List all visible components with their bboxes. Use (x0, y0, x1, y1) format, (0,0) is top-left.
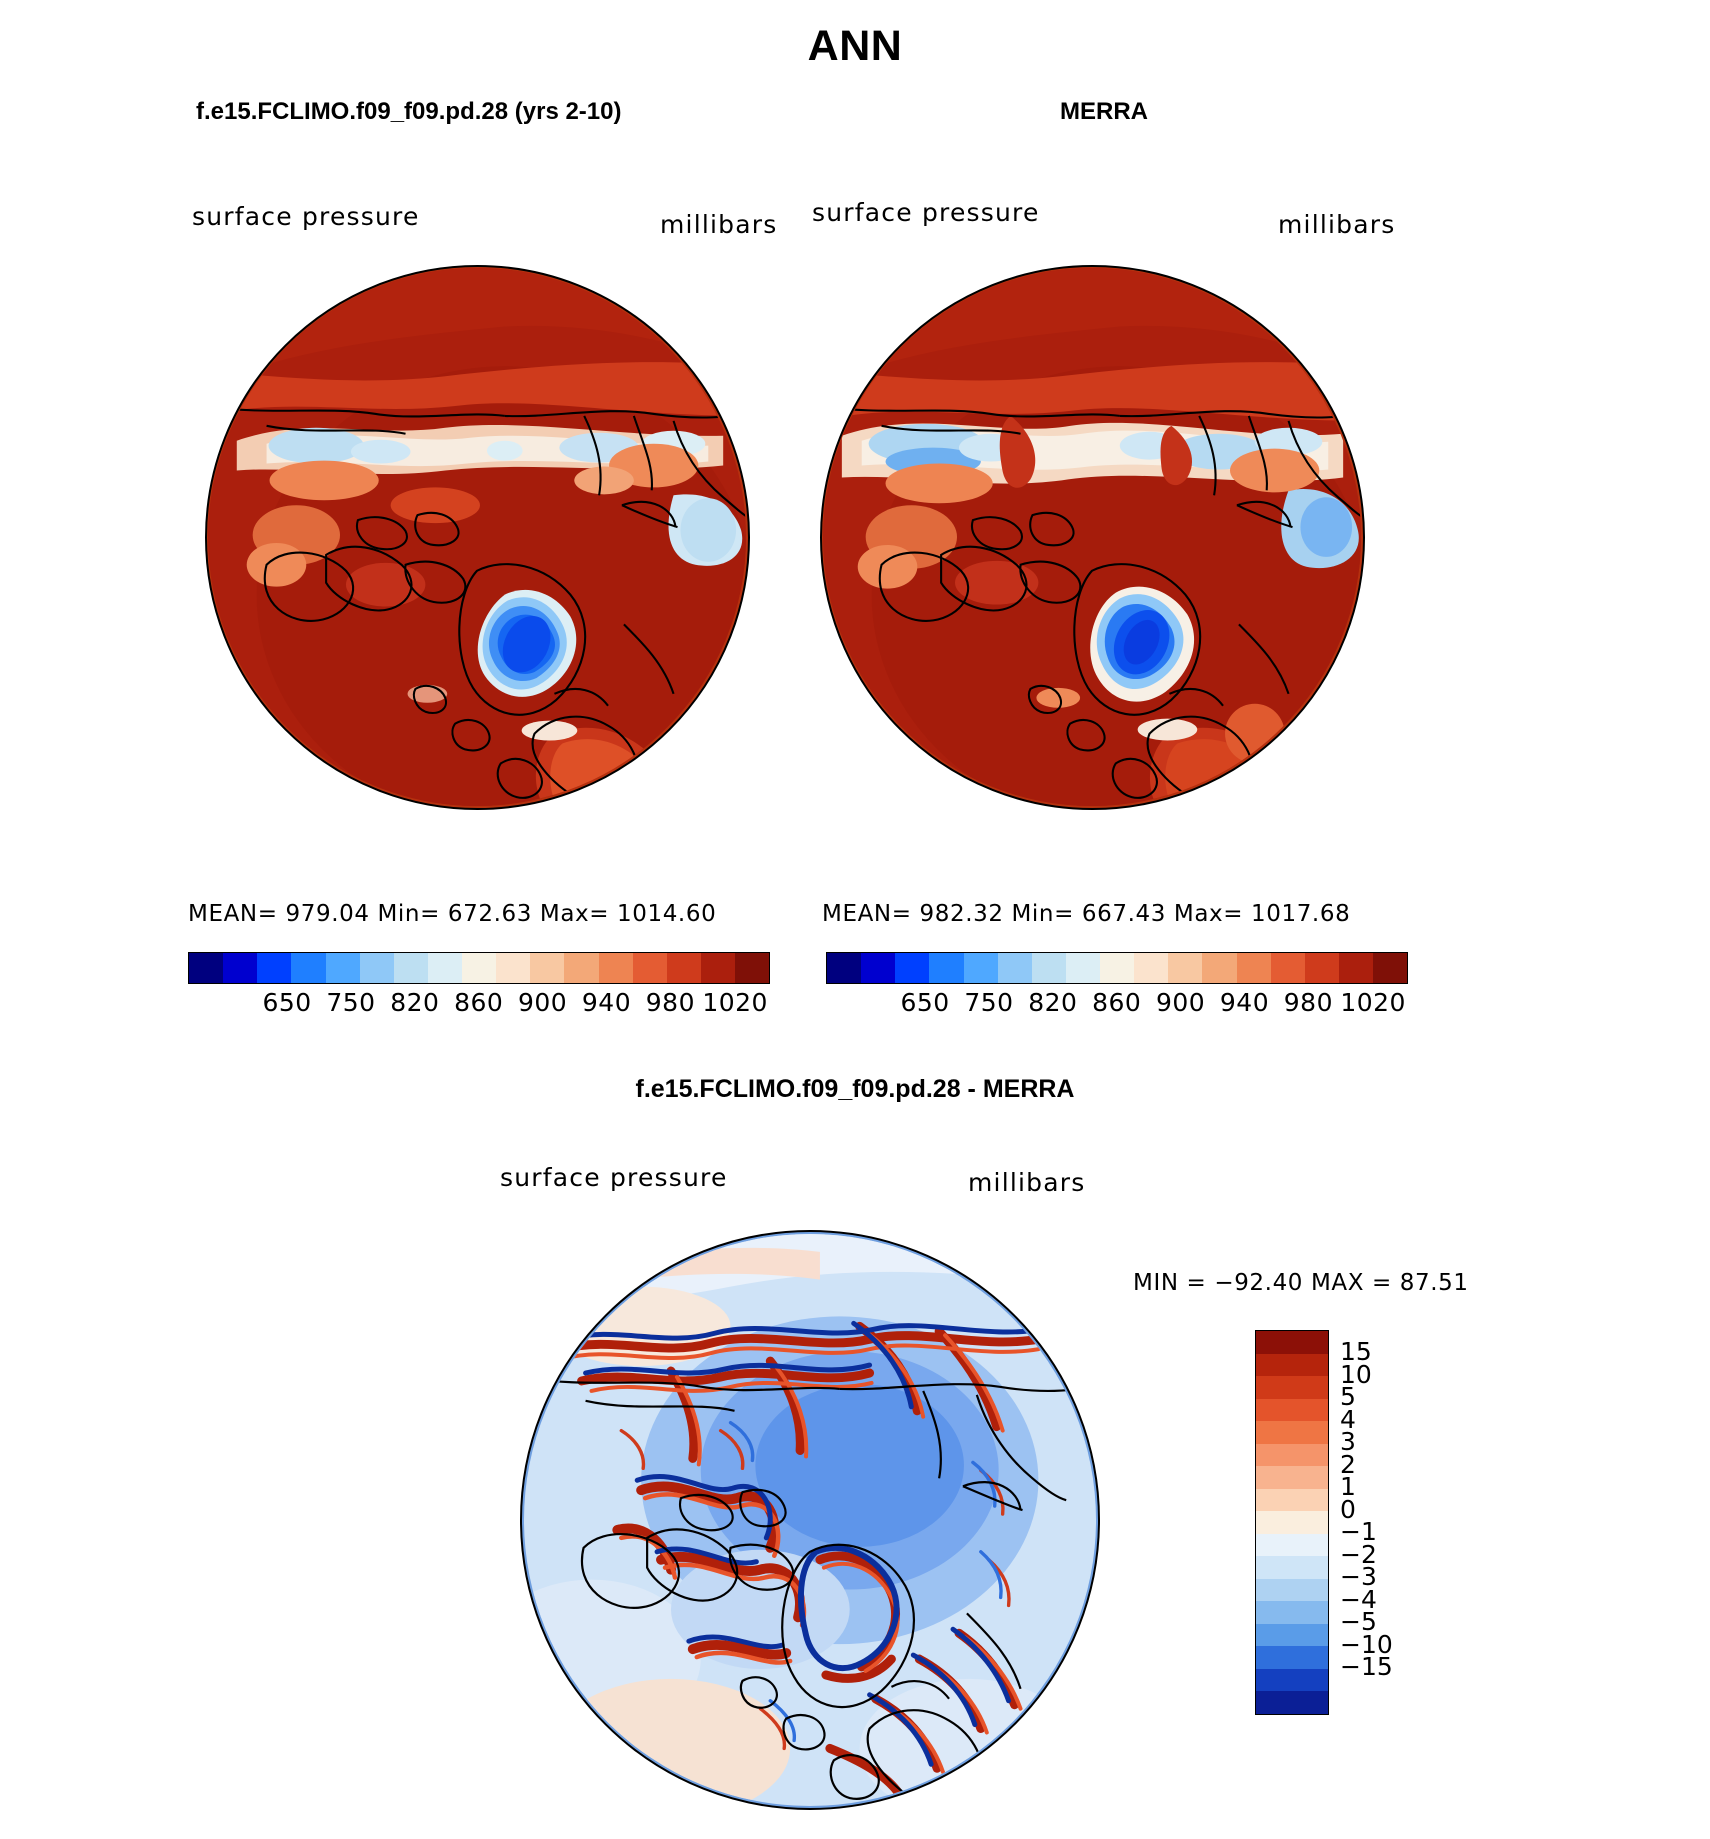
right-panel-title: MERRA (1060, 98, 1148, 125)
right-colorbar-labels: 650 750 820 860 900 940 980 1020 (900, 988, 1406, 1017)
left-colorbar (188, 952, 770, 984)
diff-colorbar (1255, 1330, 1329, 1715)
diff-units-label: millibars (968, 1168, 1086, 1197)
right-units-label: millibars (1278, 210, 1396, 239)
left-stats: MEAN= 979.04 Min= 672.63 Max= 1014.60 (188, 901, 717, 927)
diff-colorbar-labels: 15 10 5 4 3 2 1 0 −1 −2 −3 −4 −5 −10 −15 (1340, 1337, 1393, 1681)
left-units-label: millibars (660, 210, 778, 239)
right-colorbar (826, 952, 1408, 984)
diff-panel-title: f.e15.FCLIMO.f09_f09.pd.28 - MERRA (635, 1075, 1075, 1103)
left-panel-title: f.e15.FCLIMO.f09_f09.pd.28 (yrs 2-10) (196, 98, 622, 125)
left-variable-label: surface pressure (192, 202, 420, 231)
map-right-observations (820, 265, 1365, 810)
page-title: ANN (807, 22, 903, 70)
right-stats: MEAN= 982.32 Min= 667.43 Max= 1017.68 (822, 901, 1351, 927)
diff-stats: MIN = −92.40 MAX = 87.51 (1133, 1270, 1469, 1296)
diff-variable-label: surface pressure (500, 1163, 728, 1192)
left-colorbar-labels: 650 750 820 860 900 940 980 1020 (262, 988, 768, 1017)
right-variable-label: surface pressure (812, 198, 1040, 227)
map-difference (520, 1230, 1100, 1810)
map-left-model (205, 265, 750, 810)
